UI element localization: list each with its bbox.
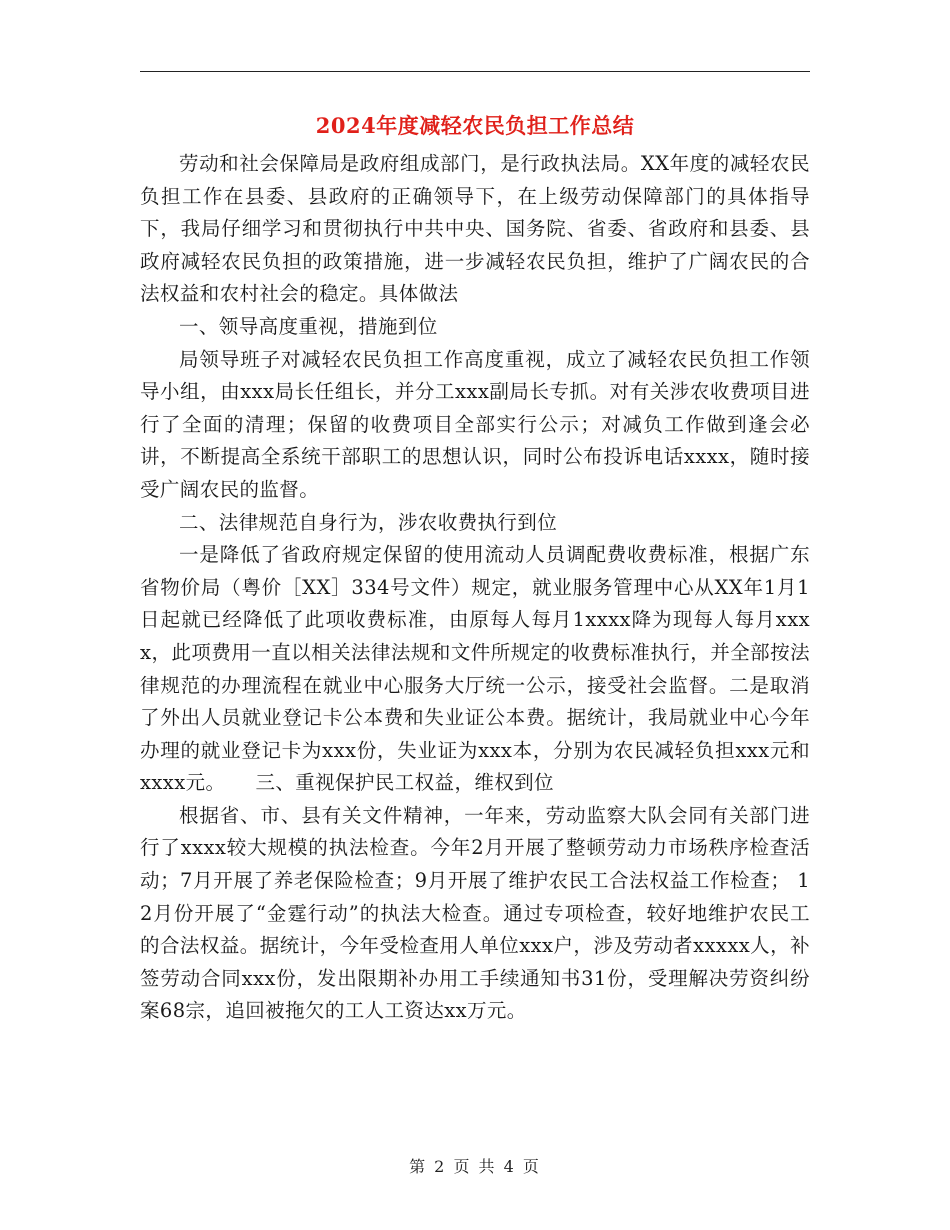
paragraph-section-2: 一是降低了省政府规定保留的使用流动人员调配费收费标准，根据广东省物价局（粤价［XX］334号文件）规定，就业服务管理中心从XX年1月1日起就已经降低了此项收费标准，由原每人每月1xxxx降为现每人每月xxxx，此项费用一直以相关法律法规和文件所规定的收费标准执行，并全部按法律规范的办理流程在就业中心服务大厅统一公示，接受社会监督。二是取消了外出人员就业登记卡公本费和失业证公本费。据统计，我局就业中心今年办理的就业登记卡为xxx份，失业证为xxx本，分别为农民减轻负担xxx元和xxxx元。 三、重视保护民工权益，维权到位 (140, 543, 810, 795)
document-title: 2024年度减轻农民负担工作总结 (315, 113, 635, 138)
paragraph-section-3: 根据省、市、县有关文件精神，一年来，劳动监察大队会同有关部门进行了xxxx较大规模的执法检查。今年2月开展了整顿劳动力市场秩序检查活动；7月开展了养老保险检查；9月开展了维护农民工合法权益工作检查； 12月份开展了“金霆行动”的执法大检查。通过专项检查，较好地维护农民工的合法权益。据统计，今年受检查用人单位xxx户，涉及劳动者xxxxx人，补签劳动合同xxx份，发出限期补办用工手续通知书31份，受理解决劳资纠纷案68宗，追回被拖欠的工人工资达xx万元。 (140, 803, 810, 1023)
page-footer: 第 2 页 共 4 页 (409, 1157, 541, 1176)
heading-section-1: 一、领导高度重视，措施到位 (179, 314, 438, 338)
document-body (140, 148, 810, 1028)
heading-section-2: 二、法律规范自身行为，涉农收费执行到位 (179, 510, 558, 534)
paragraph-intro: 劳动和社会保障局是政府组成部门，是行政执法局。XX年度的减轻农民负担工作在县委、县政府的正确领导下，在上级劳动保障部门的具体指导下，我局仔细学习和贯彻执行中共中央、国务院、省委、省政府和县委、县政府减轻农民负担的政策措施，进一步减轻农民负担，维护了广阔农民的合法权益和农村社会的稳定。具体做法 (140, 152, 810, 306)
paragraph-section-1: 局领导班子对减轻农民负担工作高度重视，成立了减轻农民负担工作领导小组，由xxx局长任组长，并分工xxx副局长专抓。对有关涉农收费项目进行了全面的清理；保留的收费项目全部实行公示；对减负工作做到逢会必讲，不断提高全系统干部职工的思想认识，同时公布投诉电话xxxx，随时接受广阔农民的监督。 (140, 347, 810, 501)
header-rule (140, 71, 810, 72)
